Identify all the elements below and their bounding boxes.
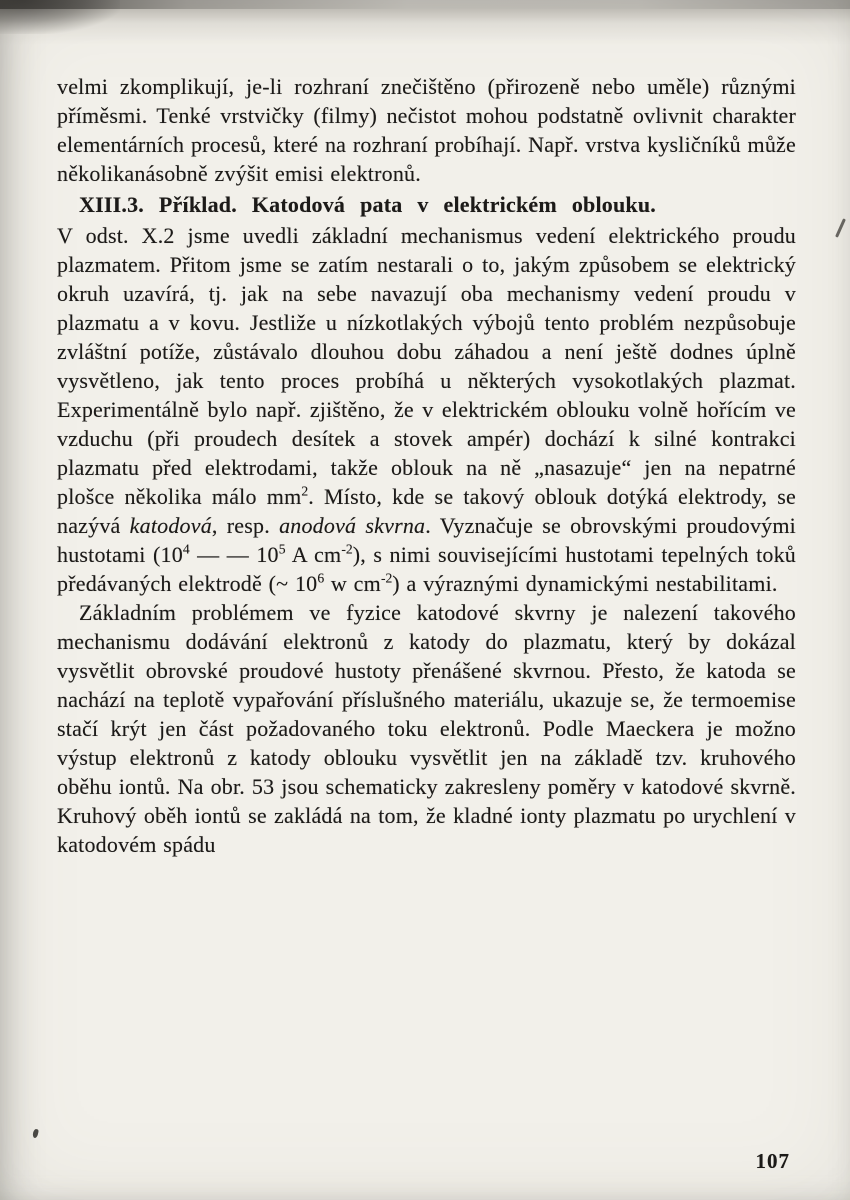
text-segment: velmi zkomplikují, je-li rozhraní znečištěno (přirozeně nebo uměle) různými příměsmi. Tenké vrstvičky (filmy) nečistot mohou podstatně ovlivnit charakter elementárních procesů, které na rozhraní probíhají. Např. vrstva kysličníků může několikanásobně zvýšit emisi elektronů. [57, 74, 796, 186]
text-segment: w cm [324, 571, 381, 596]
scan-artifact-top-left-blotch [0, 0, 120, 34]
page-number: 107 [755, 1149, 790, 1173]
text-segment: -2 [341, 541, 353, 557]
text-segment: 5 [278, 541, 286, 557]
text-segment: 2 [301, 483, 309, 499]
text-segment: anodová skvrna [279, 513, 426, 538]
scan-artifact-right-mark [835, 218, 846, 237]
text-segment: , resp. [211, 513, 280, 538]
scan-artifact-top-strip [0, 0, 850, 9]
paragraph [57, 72, 796, 188]
text-segment: . Vyznačuje se obrovskými proudovými hustotami (10 [57, 513, 796, 567]
text-segment: 6 [317, 570, 325, 586]
text-segment: ) a výraznými dynamickými nestabilitami. [392, 571, 778, 596]
text-segment: katodová [129, 513, 212, 538]
page-text [57, 72, 796, 859]
text-segment: . Místo, kde se takový oblouk dotýká elektrody, se nazývá [57, 484, 796, 538]
text-segment: — — 10 [189, 542, 279, 567]
text-segment: ), s nimi souvisejícími hustotami tepelných toků předávaných elektrodě (~ 10 [57, 542, 797, 596]
text-segment: XIII.3. Příklad. Katodová pata v elektrickém oblouku. [79, 192, 656, 217]
scan-artifact-bottom-left-mark [32, 1129, 39, 1139]
paragraph [57, 598, 796, 859]
section-heading [57, 190, 796, 219]
text-segment: A cm [285, 542, 342, 567]
text-segment: -2 [380, 570, 393, 586]
text-segment: V odst. X.2 jsme uvedli základní mechanismus vedení elektrického proudu plazmatem. Přitom jsme se zatím nestarali o to, jakým způsobem se elektrický okruh uzavírá, tj. jak na sebe navazují oba mechanismy vedení proudu v plazmatu a v kovu. Jestliže u nízkotlakých výbojů tento problém nezpůsobuje zvláštní potíže, zůstávalo dlouhou dobu záhadou a není ještě dodnes úplně vysvětleno, jak tento proces probíhá u některých vysokotlakých plazmat. Experimentálně bylo např. zjištěno, že v elektrickém oblouku volně hořícím ve vzduchu (při proudech desítek a stovek ampér) dochází k silné kontrakci plazmatu před elektrodami, takže oblouk na ně „nasazuje“ jen na nepatrné plošce několika málo mm [57, 223, 796, 509]
text-segment: 4 [182, 541, 190, 557]
scan-artifact-top-fade [0, 9, 850, 45]
text-segment: Základním problémem ve fyzice katodové skvrny je nalezení takového mechanismu dodávání elektronů z katody do plazmatu, který by dokázal vysvětlit obrovské proudové hustoty přenášené skvrnou. Přesto, že katoda se nachází na teplotě vypařování příslušného materiálu, ukazuje se, že termoemise stačí krýt jen část požadovaného toku elektronů. Podle Maeckera je možno výstup elektronů z katody oblouku vysvětlit jen na základě tzv. kruhového oběhu iontů. Na obr. 53 jsou schematicky zakresleny poměry v katodové skvrně. Kruhový oběh iontů se zakládá na tom, že kladné ionty plazmatu po urychlení v katodovém spádu [57, 600, 796, 857]
paragraph [57, 221, 796, 598]
